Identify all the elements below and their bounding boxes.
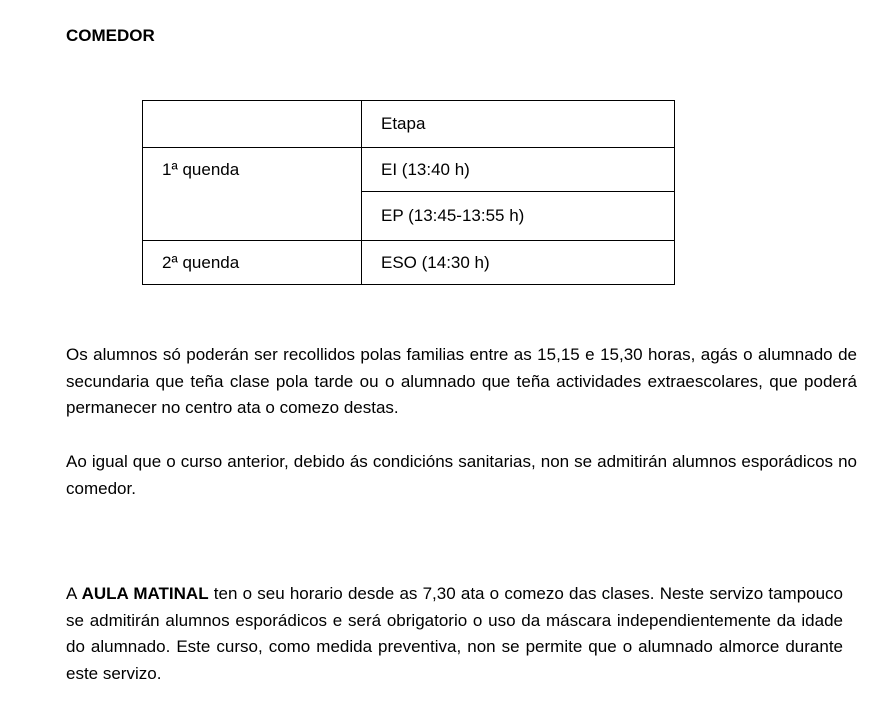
shift-cell: 1ª quenda <box>143 148 362 241</box>
sporadic-paragraph: Ao igual que o curso anterior, debido ás condicións sanitarias, non se admitirán alumnos esporádicos no comedor. <box>66 452 857 498</box>
table-header-row <box>143 101 675 148</box>
schedule-table <box>142 100 675 285</box>
stage-cell: EP (13:45-13:55 h) <box>362 192 675 241</box>
table-row <box>143 148 675 192</box>
shift-cell: 2ª quenda <box>143 241 362 285</box>
morning-class-paragraph <box>66 581 843 687</box>
section-title: COMEDOR <box>66 26 155 45</box>
pickup-paragraph: Os alumnos só poderán ser recollidos polas familias entre as 15,15 e 15,30 horas, agás o alumnado de secundaria que teña clase pola tarde ou o alumnado que teña actividades extraescolares, que poderá permanecer no centro ata o comezo destas. <box>66 345 857 417</box>
table-header-empty-cell <box>143 101 362 148</box>
morning-prefix: A <box>66 584 82 603</box>
stage-cell: ESO (14:30 h) <box>362 241 675 285</box>
stage-cell: EI (13:40 h) <box>362 148 675 192</box>
morning-class-title: AULA MATINAL <box>81 584 209 603</box>
table-row <box>143 241 675 285</box>
morning-class-text: ten o seu horario desde as 7,30 ata o comezo das clases. Neste servizo tampouco se admitirán alumnos esporádicos e será obrigatorio o uso da máscara independientemente da idade do alumnado. Este curso, como medida preventiva, non se permite que o alumnado almorce durante este servizo. <box>66 584 844 683</box>
table-header-stage: Etapa <box>362 101 675 148</box>
